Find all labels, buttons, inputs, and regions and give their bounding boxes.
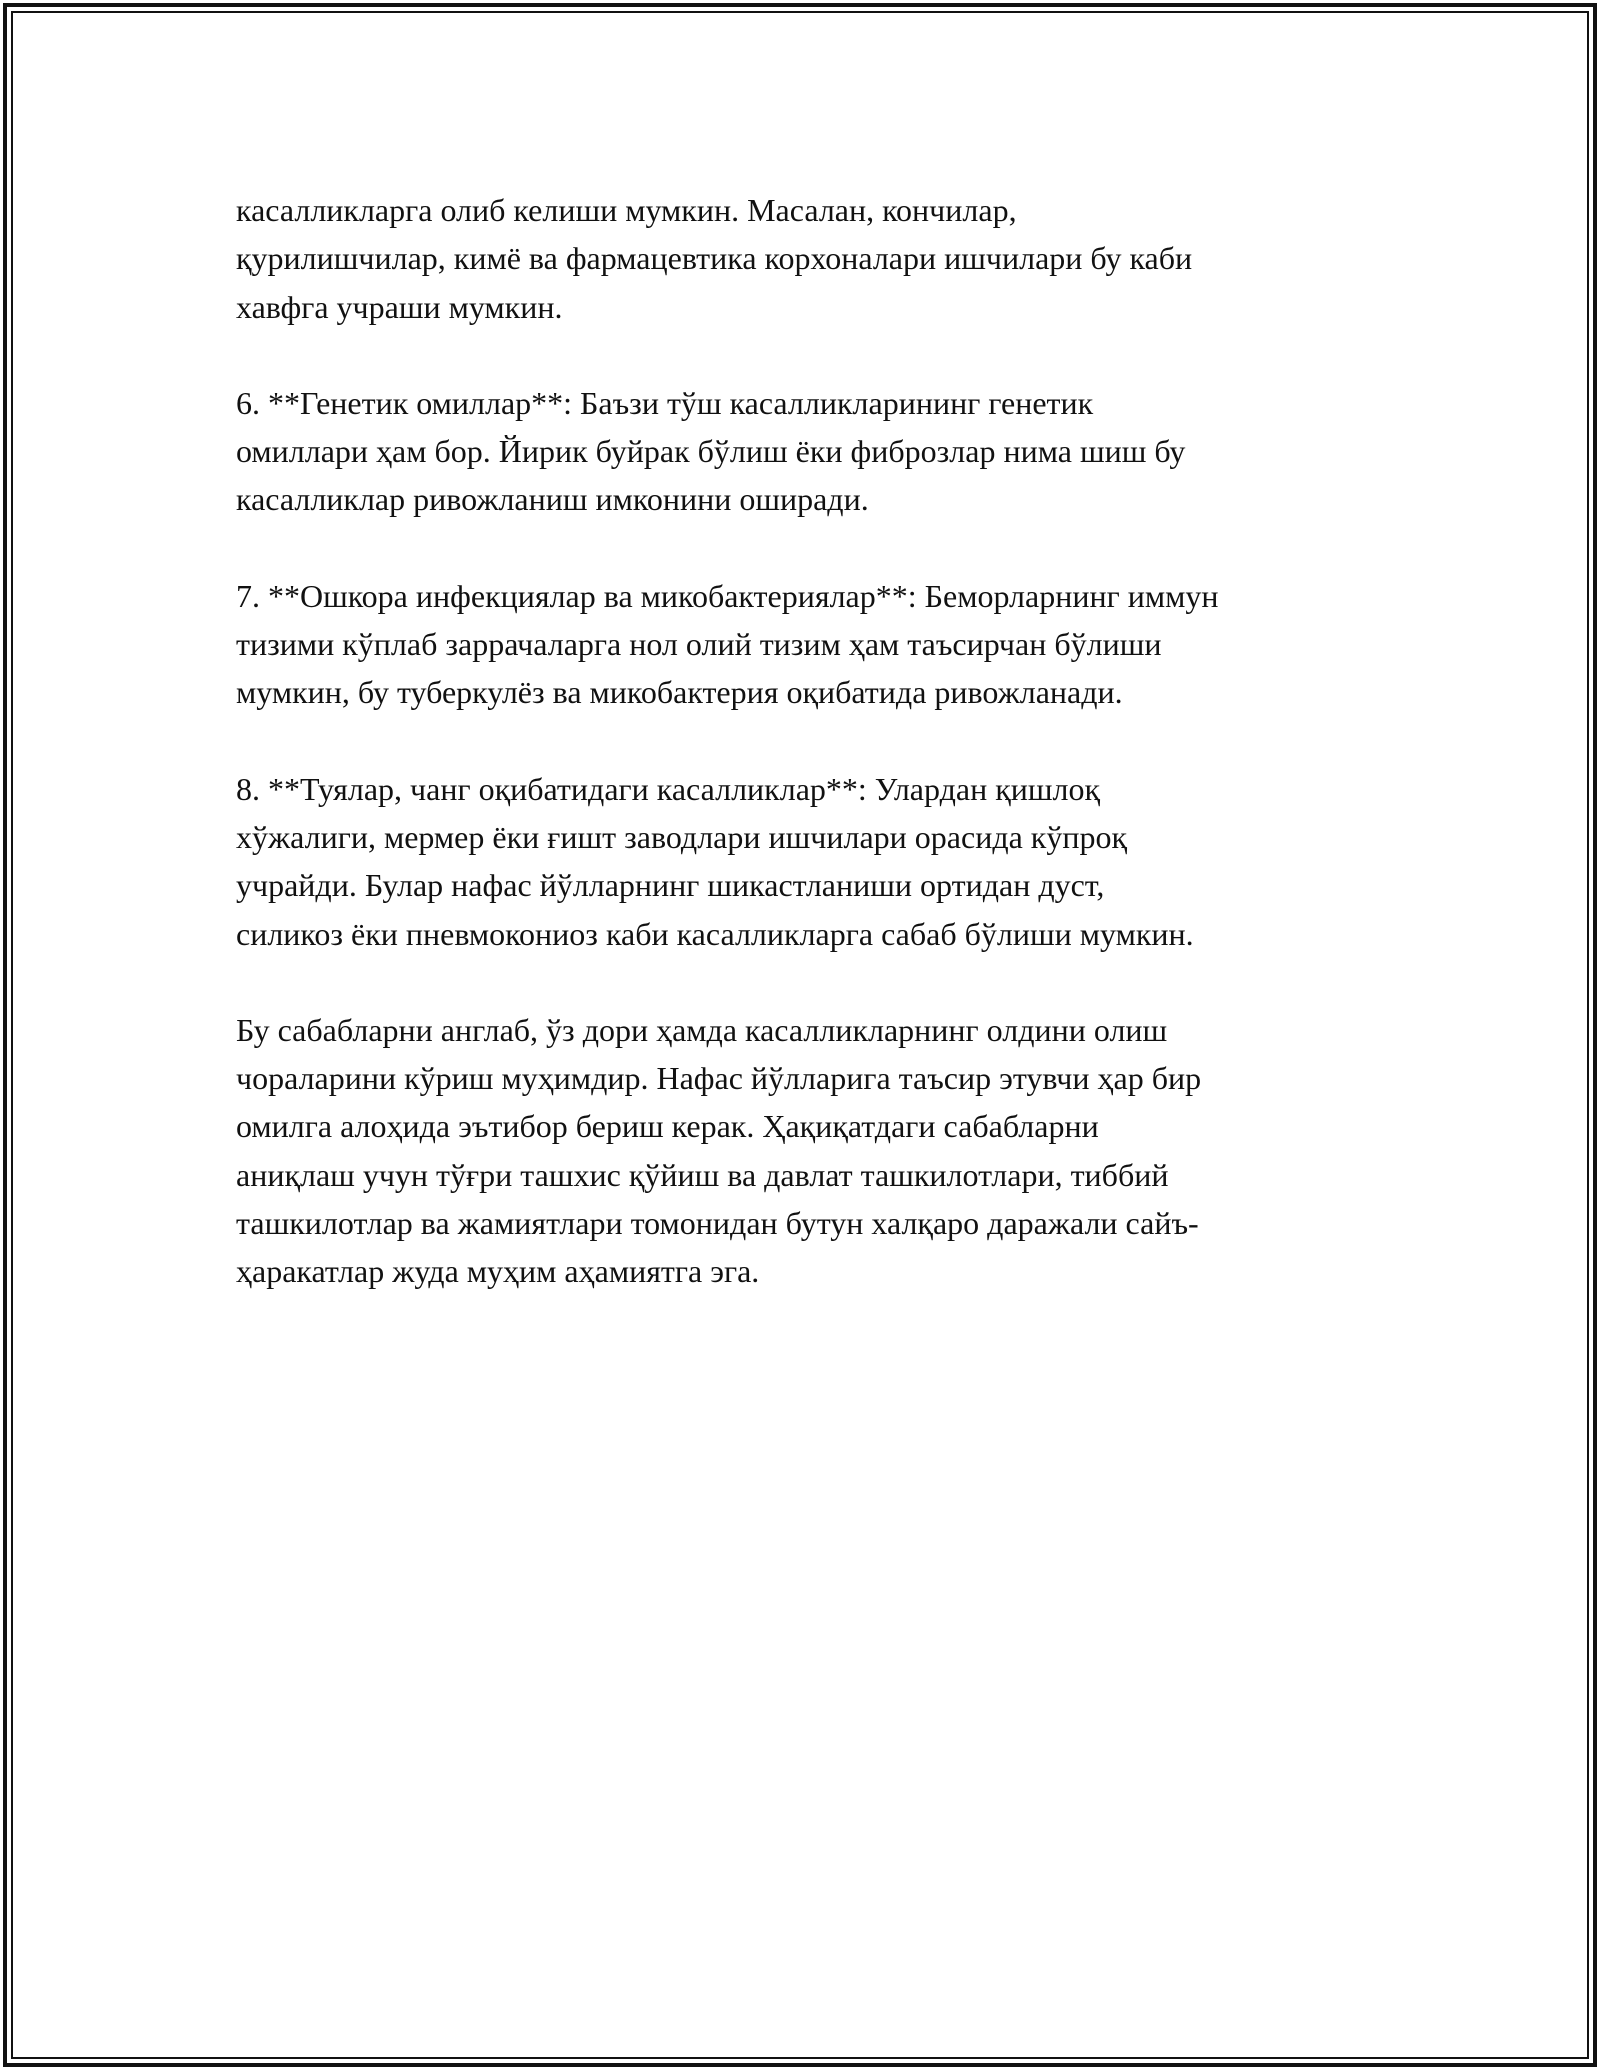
text-line: учрайди. Булар нафас йўлларнинг шикастланиши ортидан дуст, bbox=[236, 867, 1105, 904]
text-line: Бу сабабларни англаб, ўз дори ҳамда касалликларнинг олдини олиш bbox=[236, 1011, 1168, 1048]
text-line: аниқлаш учун тўғри ташхис қўйиш ва давлат ташкилотлари, тиббий bbox=[236, 1156, 1169, 1193]
paragraph-conclusion bbox=[236, 1006, 1386, 1296]
text-line: ташкилотлар ва жамиятлари томонидан бутун халқаро даражали сайъ- bbox=[236, 1205, 1199, 1242]
text-line: мумкин, бу туберкулёз ва микобактерия оқибатида ривожланади. bbox=[236, 674, 1123, 711]
text-line: силикоз ёки пневмокониоз каби касалликларга сабаб бўлиши мумкин. bbox=[236, 915, 1194, 952]
text-line: касалликлар ривожланиш имконини оширади. bbox=[236, 481, 869, 518]
text-line: омиллари ҳам бор. Йирик буйрак бўлиш ёки фиброзлар нима шиш бу bbox=[236, 433, 1186, 470]
paragraph-item-7 bbox=[236, 572, 1386, 717]
text-line: омилга алоҳида эътибор бериш керак. Ҳақиқатдаги сабабларни bbox=[236, 1108, 1099, 1145]
paragraph-continuation bbox=[236, 186, 1386, 331]
document-body bbox=[236, 186, 1386, 1344]
text-line: касалликларга олиб келиши мумкин. Масалан, кончилар, bbox=[236, 192, 1017, 228]
text-line: хавфга учраши мумкин. bbox=[236, 288, 563, 325]
paragraph-item-8 bbox=[236, 765, 1386, 958]
text-line: 6. **Генетик омиллар**: Баъзи тўш касалликларининг генетик bbox=[236, 384, 1094, 421]
text-line: хўжалиги, мермер ёки ғишт заводлари ишчилари орасида кўпроқ bbox=[236, 818, 1128, 855]
text-line: 8. **Туялар, чанг оқибатидаги касалликлар**: Улардан қишлоқ bbox=[236, 770, 1101, 807]
text-line: 7. **Ошкора инфекциялар ва микобактериялар**: Беморларнинг иммун bbox=[236, 577, 1219, 614]
text-line: қурилишчилар, кимё ва фармацевтика корхоналари ишчилари бу каби bbox=[236, 240, 1193, 277]
paragraph-item-6 bbox=[236, 379, 1386, 524]
text-line: ҳаракатлар жуда муҳим аҳамиятга эга. bbox=[236, 1253, 760, 1290]
text-line: чораларини кўриш муҳимдир. Нафас йўлларига таъсир этувчи ҳар бир bbox=[236, 1060, 1202, 1097]
text-line: тизими кўплаб заррачаларга нол олий тизим ҳам таъсирчан бўлиши bbox=[236, 626, 1162, 663]
